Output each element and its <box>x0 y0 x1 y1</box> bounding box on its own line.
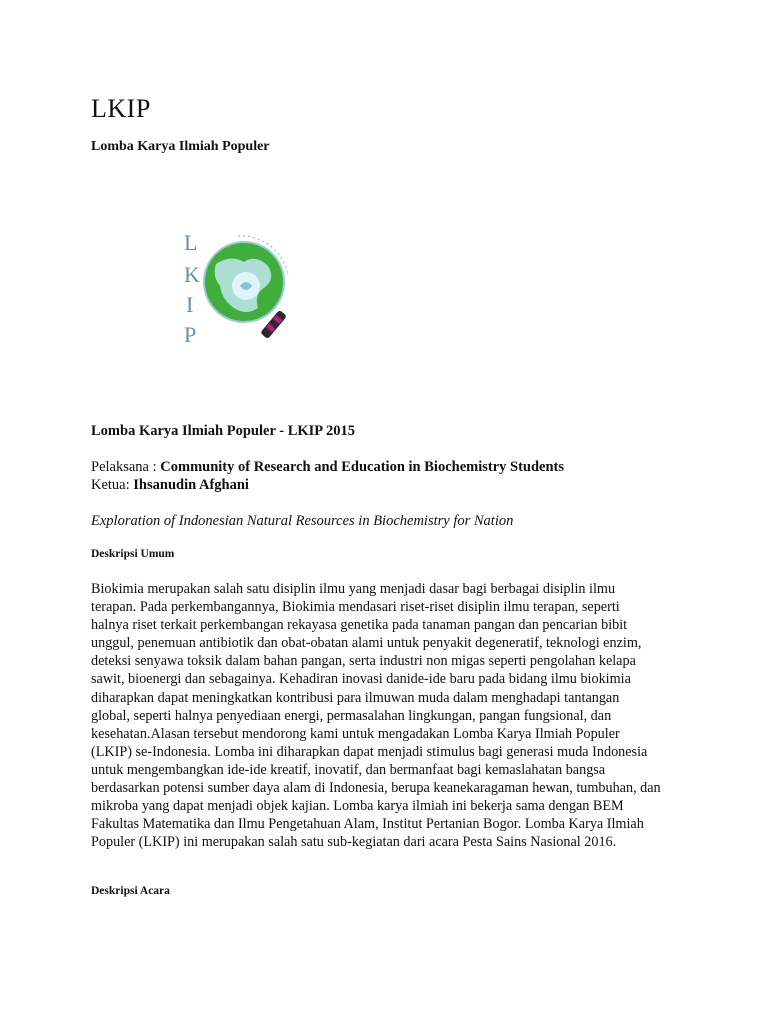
svg-text:I: I <box>186 292 194 317</box>
organizer-label: Pelaksana : <box>91 459 161 475</box>
chair-line <box>91 477 249 494</box>
event-title: Lomba Karya Ilmiah Populer - LKIP 2015 <box>91 423 355 439</box>
chair-label: Ketua: <box>91 477 134 493</box>
organizer-value: Community of Research and Education in Biochemistry Students <box>160 459 565 475</box>
svg-text:L: L <box>184 230 198 255</box>
section-heading-event: Deskripsi Acara <box>91 885 170 897</box>
svg-text:P: P <box>184 322 197 347</box>
section-heading-general: Deskripsi Umum <box>91 548 175 560</box>
organizer-line <box>91 459 564 476</box>
document-title: LKIP <box>91 94 151 123</box>
document-subtitle: Lomba Karya Ilmiah Populer <box>91 139 270 154</box>
lkip-logo-graphic <box>176 224 306 354</box>
lkip-logo <box>176 224 306 354</box>
chair-value: Ihsanudin Afghani <box>133 477 249 493</box>
section-body-general: Biokimia merupakan salah satu disiplin ilmu yang menjadi dasar bagi berbagai disiplin ilmu terapan. Pada perkembangannya, Biokimia mendasari riset-riset disiplin ilmu terapan, seperti halnya riset terkait perkembangan rekayasa genetika pada tanaman pangan dan pencarian bibit unggul, penemuan antibiotik dan obat-obatan alami untuk penyakit degeneratif, teknologi enzim, deteksi senyawa toksik dalam bahan pangan, serta industri non migas seperti pengolahan kelapa sawit, bioenergi dan sebagainya. Kehadiran inovasi danide-ide baru pada bidang ilmu biokimia diharapkan dapat meningkatkan kontribusi para ilmuwan muda dalam menghadapi tantangan global, seperti halnya penyediaan energi, permasalahan lingkungan, pangan fungsional, dan kesehatan.Alasan tersebut mendorong kami untuk mengadakan Lomba Karya Ilmiah Populer (LKIP) se-Indonesia. Lomba ini diharapkan dapat menjadi stimulus bagi generasi muda Indonesia untuk mengembangkan ide-ide kreatif, inovatif, dan bermanfaat bagi kemaslahatan bangsa berdasarkan potensi sumber daya alam di Indonesia, berupa keanekaragaman hewan, tumbuhan, dan mikroba yang dapat menjadi objek kajian. Lomba karya ilmiah ini bekerja sama dengan BEM Fakultas Matematika dan Ilmu Pengetahuan Alam, Institut Pertanian Bogor. Lomba Karya Ilmiah Populer (LKIP) ini merupakan salah satu sub-kegiatan dari acara Pesta Sains Nasional 2016. <box>91 581 661 851</box>
svg-text:K: K <box>184 262 200 287</box>
event-theme: Exploration of Indonesian Natural Resources in Biochemistry for Nation <box>91 513 514 529</box>
